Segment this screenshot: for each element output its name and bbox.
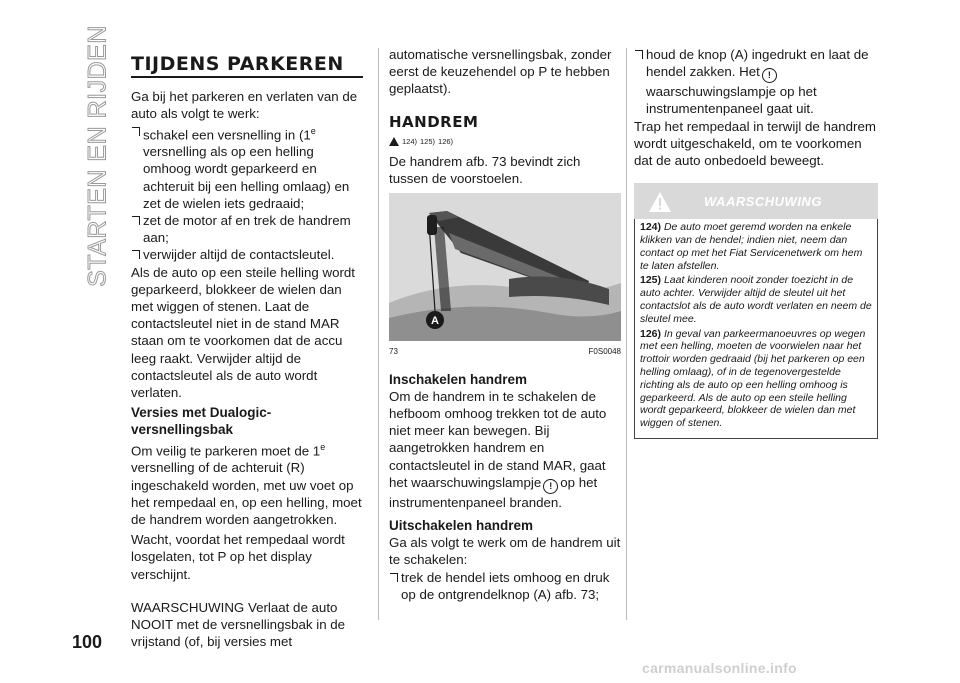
subheading: Uitschakelen handrem [389, 518, 534, 534]
paragraph: Ga als volgt te werk om de handrem uit te schakelen: [389, 535, 621, 568]
warning-triangle-icon [648, 191, 672, 213]
warning-item: 125) Laat kinderen nooit zonder toezicht in de auto achter. Verwijder altijd de sleutel uit het contactslot als de auto wordt verlaten en neem de sleutel mee. [640, 274, 872, 325]
paragraph: Trap het rempedaal in terwijl de handrem wordt uitgeschakeld, om te voorkomen dat de auto onbedoeld beweegt. [634, 118, 876, 169]
page-number: 100 [72, 632, 103, 652]
warning-ref[interactable]: 125) [420, 136, 436, 146]
paragraph: WAARSCHUWING Verlaat de auto NOOIT met de versnellingsbak in de vrijstand (of, bij versies met [131, 599, 346, 650]
paragraph: De handrem afb. 73 bevindt zich tussen de voorstoelen. [389, 154, 581, 187]
subheading: Versies met Dualogic-versnellingsbak [131, 405, 272, 438]
section-side-title: STARTEN EN RIJDEN [83, 25, 112, 287]
figure-number: 73 [389, 347, 398, 357]
paragraph: Om de handrem in te schakelen de hefboom omhoog trekken tot de auto niet meer kan bewegen. Bij aangetrokken handrem en contactsleutel in de stand MAR, gaat het waarschuwingslampje ! op het instrumentenpaneel branden. [389, 388, 607, 510]
section-heading: TIJDENS PARKEREN [131, 56, 363, 78]
column-divider [626, 48, 627, 620]
bullet-item: schakel een versnelling in (1e versnelling als op een helling omhoog wordt geparkeerd en achteruit bij een helling omlaag) en zet de wielen iets gedraaid; [131, 123, 363, 212]
handbrake-illustration [389, 193, 621, 341]
bullet-item: verwijder altijd de contactsleutel. [131, 246, 363, 263]
brake-warning-lamp-icon: ! [762, 68, 777, 83]
column-divider [378, 48, 379, 620]
paragraph: Als de auto op een steile helling wordt geparkeerd, blokkeer de wielen dan met wiggen of stenen. Laat de contactsleutel niet in de stand MAR staan om te voorkomen dat de accu leeg raakt. Verwijder altijd de contactsleutel als de auto wordt verlaten. [131, 264, 355, 401]
section-heading: HANDREM [389, 112, 479, 131]
subheading: Inschakelen handrem [389, 371, 528, 387]
handbrake-figure [389, 193, 621, 341]
warning-item: 124) De auto moet geremd worden na enkele klikken van de hendel; indien niet, neem dan contact op met het Fiat Servicenetwerk om hem te laten afstellen. [640, 221, 863, 272]
bullet-item: houd de knop (A) ingedrukt en laat de hendel zakken. Het ! waarschuwingslampje op het instrumentenpaneel gaat uit. [634, 46, 878, 118]
warning-body [634, 219, 878, 439]
figure-caption [389, 343, 621, 360]
warning-triangle-icon [389, 137, 399, 146]
paragraph: Wacht, voordat het rempedaal wordt losgelaten, tot P op het display verschijnt. [131, 532, 345, 582]
warning-ref[interactable]: 126) [438, 136, 454, 146]
column-3 [634, 46, 878, 439]
paragraph: automatische versnellingsbak, zonder eerst de keuzehendel op P te hebben geplaatst). [389, 47, 612, 97]
column-1 [131, 53, 363, 650]
figure-code: F0S0048 [588, 347, 621, 357]
bullet-item: zet de motor af en trek de handrem aan; [131, 212, 363, 246]
bullet-item: trek de hendel iets omhoog en druk op de ontgrendelknop (A) afb. 73; [389, 569, 621, 603]
warning-title: WAARSCHUWING [704, 193, 822, 209]
callout-a: A [431, 315, 439, 328]
paragraph: Ga bij het parkeren en verlaten van de auto als volgt te werk: [131, 89, 358, 122]
warning-item: 126) In geval van parkeermanoeuvres op wegen met een helling, moeten de voorwielen naar het trottoir worden gedraaid (bij het parkeren op een helling omlaag), of in de tegenovergestelde richting als de auto op een helling omhoog is geparkeerd. Als de auto op een steile helling wordt geparkeerd, blokkeer de wielen dan met wiggen of stenen. [640, 327, 866, 430]
column-2 [389, 46, 621, 603]
paragraph: Om veilig te parkeren moet de 1e versnelling of de achteruit (R) ingeschakeld worden, met uw voet op het rempedaal en, op een helling, moet de handrem worden aangetrokken. [131, 441, 362, 527]
warning-ref[interactable]: 124) [402, 136, 418, 146]
brake-warning-lamp-icon: ! [543, 479, 558, 494]
watermark-footer: carmanualsonline.info [642, 660, 797, 676]
warning-header [634, 183, 878, 219]
warning-box [634, 183, 878, 439]
warning-references [389, 133, 621, 150]
